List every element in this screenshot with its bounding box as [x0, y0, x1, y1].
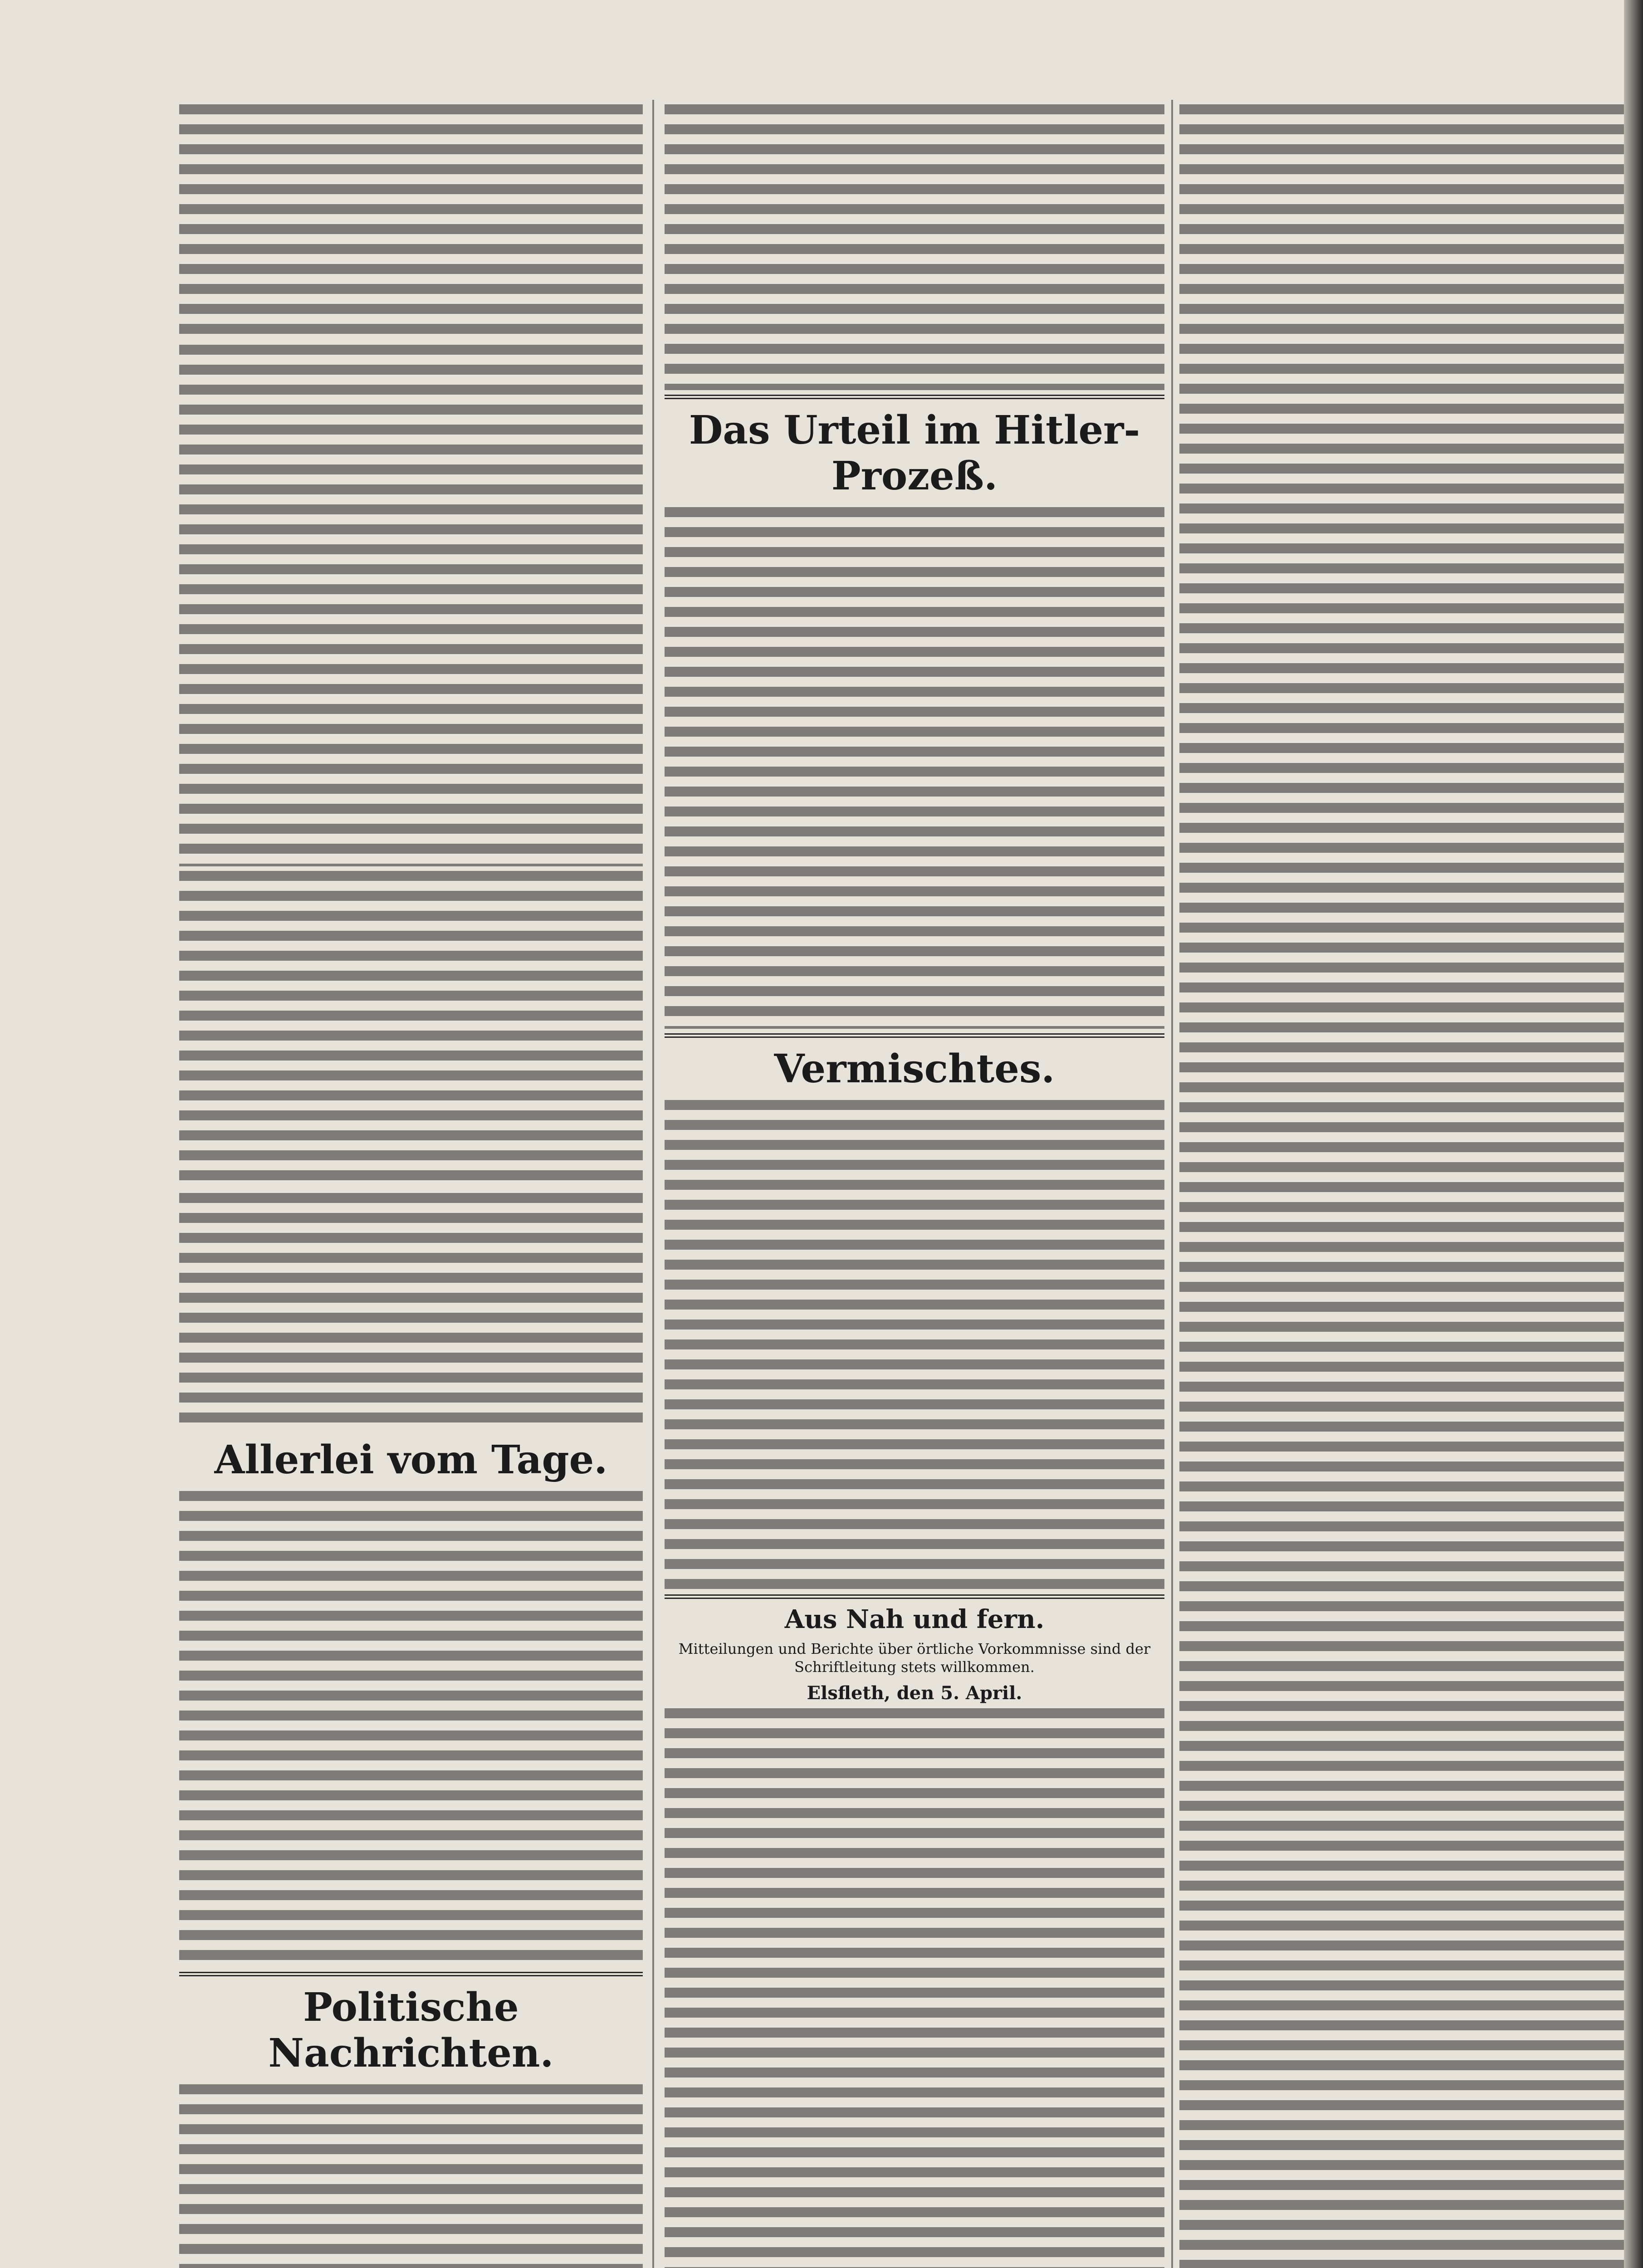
text-block [179, 871, 643, 1188]
section-heading: Das Urteil im Hitler-Prozeß. [689, 407, 1140, 499]
text-block [179, 104, 643, 340]
section-heading: Aus Nah und fern. [784, 1604, 1045, 1634]
text-block [179, 1491, 643, 1967]
text-block [665, 1708, 1164, 2268]
text-block [665, 1100, 1164, 1590]
dateline: Elsfleth, den 5. April. [807, 1682, 1022, 1704]
page-edge [1624, 0, 1643, 2268]
section-divider [179, 1972, 643, 1976]
column-2 [665, 100, 1164, 2268]
text-block [665, 507, 1164, 1029]
text-block [179, 1193, 643, 1429]
section-heading: Politische Nachrichten. [268, 1984, 554, 2076]
text-block [665, 104, 1164, 390]
section-divider [665, 395, 1164, 399]
section-divider [665, 1594, 1164, 1599]
column-rule [1171, 100, 1173, 2268]
text-block [1179, 104, 1624, 2268]
column-rule [652, 100, 654, 2268]
section-heading: Allerlei vom Tage. [214, 1437, 608, 1483]
text-block [179, 2084, 643, 2268]
column-1 [179, 100, 643, 2268]
section-divider [665, 1033, 1164, 1038]
column-3 [1179, 100, 1624, 2268]
text-block [179, 345, 643, 866]
section-subheading: Mitteilungen und Berichte über örtliche Vorkommnisse sind der Schriftleitung stets willkommen. [678, 1640, 1151, 1676]
section-heading: Vermischtes. [774, 1046, 1055, 1092]
